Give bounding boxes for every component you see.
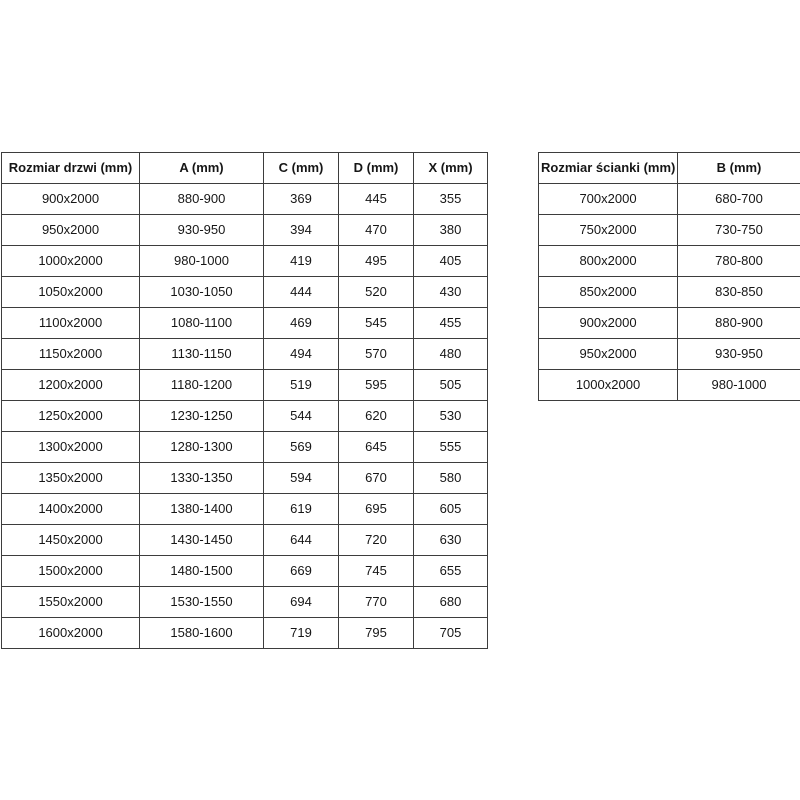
door-sizes-cell-r9-c2: 594 [264, 463, 339, 494]
door-sizes-cell-r4-c0: 1100x2000 [2, 308, 140, 339]
door-sizes-column-header-3: D (mm) [339, 153, 414, 184]
door-sizes-cell-r8-c4: 555 [414, 432, 488, 463]
table-row [2, 339, 488, 370]
door-sizes-cell-r11-c1: 1430-1450 [140, 525, 264, 556]
door-sizes-table [1, 152, 488, 649]
door-sizes-cell-r10-c3: 695 [339, 494, 414, 525]
table-row [539, 277, 800, 308]
door-sizes-cell-r14-c2: 719 [264, 618, 339, 649]
wall-sizes-cell-r6-c1: 980-1000 [678, 370, 800, 401]
table-row [539, 308, 800, 339]
door-sizes-column-header-0: Rozmiar drzwi (mm) [2, 153, 140, 184]
door-sizes-cell-r8-c3: 645 [339, 432, 414, 463]
door-sizes-cell-r0-c3: 445 [339, 184, 414, 215]
table-row [2, 587, 488, 618]
door-sizes-cell-r2-c0: 1000x2000 [2, 246, 140, 277]
wall-sizes-column-header-0: Rozmiar ścianki (mm) [539, 153, 678, 184]
door-sizes-column-header-4: X (mm) [414, 153, 488, 184]
table-row [2, 401, 488, 432]
table-row [539, 246, 800, 277]
wall-sizes-cell-r6-c0: 1000x2000 [539, 370, 678, 401]
door-sizes-cell-r4-c1: 1080-1100 [140, 308, 264, 339]
wall-sizes-table-body [539, 184, 800, 401]
door-sizes-cell-r6-c4: 505 [414, 370, 488, 401]
door-sizes-cell-r14-c0: 1600x2000 [2, 618, 140, 649]
wall-sizes-header-row [539, 153, 800, 184]
door-sizes-cell-r1-c3: 470 [339, 215, 414, 246]
door-sizes-cell-r4-c4: 455 [414, 308, 488, 339]
table-row [2, 308, 488, 339]
door-sizes-cell-r1-c2: 394 [264, 215, 339, 246]
door-sizes-cell-r3-c0: 1050x2000 [2, 277, 140, 308]
door-sizes-cell-r3-c1: 1030-1050 [140, 277, 264, 308]
wall-sizes-cell-r5-c0: 950x2000 [539, 339, 678, 370]
wall-sizes-cell-r0-c1: 680-700 [678, 184, 800, 215]
door-sizes-cell-r3-c4: 430 [414, 277, 488, 308]
door-sizes-cell-r9-c0: 1350x2000 [2, 463, 140, 494]
door-sizes-cell-r4-c3: 545 [339, 308, 414, 339]
door-sizes-cell-r11-c4: 630 [414, 525, 488, 556]
door-sizes-cell-r6-c1: 1180-1200 [140, 370, 264, 401]
door-sizes-cell-r10-c1: 1380-1400 [140, 494, 264, 525]
door-sizes-cell-r12-c0: 1500x2000 [2, 556, 140, 587]
door-sizes-cell-r6-c2: 519 [264, 370, 339, 401]
door-sizes-cell-r10-c4: 605 [414, 494, 488, 525]
door-sizes-cell-r14-c4: 705 [414, 618, 488, 649]
door-sizes-cell-r11-c2: 644 [264, 525, 339, 556]
door-sizes-cell-r4-c2: 469 [264, 308, 339, 339]
door-sizes-cell-r12-c1: 1480-1500 [140, 556, 264, 587]
door-sizes-column-header-1: A (mm) [140, 153, 264, 184]
door-sizes-cell-r5-c2: 494 [264, 339, 339, 370]
door-sizes-cell-r9-c1: 1330-1350 [140, 463, 264, 494]
door-sizes-cell-r2-c3: 495 [339, 246, 414, 277]
wall-sizes-table [538, 152, 800, 401]
table-row [2, 494, 488, 525]
table-row [2, 184, 488, 215]
door-sizes-table-body [2, 184, 488, 649]
door-sizes-cell-r10-c2: 619 [264, 494, 339, 525]
table-row [539, 215, 800, 246]
door-sizes-cell-r6-c0: 1200x2000 [2, 370, 140, 401]
wall-sizes-cell-r1-c0: 750x2000 [539, 215, 678, 246]
door-sizes-cell-r3-c3: 520 [339, 277, 414, 308]
door-sizes-cell-r3-c2: 444 [264, 277, 339, 308]
table-row [2, 618, 488, 649]
door-sizes-cell-r0-c0: 900x2000 [2, 184, 140, 215]
door-sizes-column-header-2: C (mm) [264, 153, 339, 184]
door-sizes-cell-r14-c3: 795 [339, 618, 414, 649]
door-sizes-cell-r0-c2: 369 [264, 184, 339, 215]
door-sizes-cell-r7-c2: 544 [264, 401, 339, 432]
door-sizes-cell-r1-c0: 950x2000 [2, 215, 140, 246]
wall-sizes-cell-r1-c1: 730-750 [678, 215, 800, 246]
door-sizes-cell-r5-c3: 570 [339, 339, 414, 370]
table-row [539, 339, 800, 370]
door-sizes-cell-r8-c1: 1280-1300 [140, 432, 264, 463]
table-row [2, 246, 488, 277]
door-sizes-cell-r6-c3: 595 [339, 370, 414, 401]
door-sizes-cell-r12-c3: 745 [339, 556, 414, 587]
door-sizes-cell-r0-c4: 355 [414, 184, 488, 215]
table-row [2, 463, 488, 494]
wall-sizes-cell-r3-c0: 850x2000 [539, 277, 678, 308]
door-sizes-cell-r11-c3: 720 [339, 525, 414, 556]
wall-sizes-cell-r4-c1: 880-900 [678, 308, 800, 339]
door-sizes-cell-r1-c4: 380 [414, 215, 488, 246]
door-sizes-cell-r13-c4: 680 [414, 587, 488, 618]
door-sizes-cell-r13-c2: 694 [264, 587, 339, 618]
door-sizes-cell-r5-c1: 1130-1150 [140, 339, 264, 370]
door-sizes-cell-r2-c2: 419 [264, 246, 339, 277]
wall-sizes-column-header-1: B (mm) [678, 153, 800, 184]
door-sizes-cell-r8-c2: 569 [264, 432, 339, 463]
wall-sizes-cell-r2-c0: 800x2000 [539, 246, 678, 277]
door-sizes-cell-r14-c1: 1580-1600 [140, 618, 264, 649]
door-sizes-cell-r13-c1: 1530-1550 [140, 587, 264, 618]
door-sizes-table-head [2, 153, 488, 184]
table-row [2, 215, 488, 246]
door-sizes-cell-r8-c0: 1300x2000 [2, 432, 140, 463]
wall-sizes-cell-r4-c0: 900x2000 [539, 308, 678, 339]
door-sizes-cell-r7-c3: 620 [339, 401, 414, 432]
door-sizes-cell-r12-c4: 655 [414, 556, 488, 587]
wall-sizes-cell-r0-c0: 700x2000 [539, 184, 678, 215]
door-sizes-cell-r5-c4: 480 [414, 339, 488, 370]
table-row [2, 556, 488, 587]
door-sizes-cell-r7-c4: 530 [414, 401, 488, 432]
wall-sizes-table-head [539, 153, 800, 184]
table-row [539, 370, 800, 401]
wall-sizes-cell-r2-c1: 780-800 [678, 246, 800, 277]
table-row [2, 370, 488, 401]
table-row [539, 184, 800, 215]
door-sizes-header-row [2, 153, 488, 184]
door-sizes-cell-r0-c1: 880-900 [140, 184, 264, 215]
door-sizes-cell-r1-c1: 930-950 [140, 215, 264, 246]
door-sizes-cell-r7-c1: 1230-1250 [140, 401, 264, 432]
door-sizes-cell-r2-c4: 405 [414, 246, 488, 277]
table-row [2, 525, 488, 556]
door-sizes-cell-r9-c4: 580 [414, 463, 488, 494]
door-sizes-cell-r10-c0: 1400x2000 [2, 494, 140, 525]
wall-sizes-cell-r5-c1: 930-950 [678, 339, 800, 370]
door-sizes-cell-r13-c3: 770 [339, 587, 414, 618]
door-sizes-cell-r7-c0: 1250x2000 [2, 401, 140, 432]
table-row [2, 432, 488, 463]
table-row [2, 277, 488, 308]
door-sizes-cell-r5-c0: 1150x2000 [2, 339, 140, 370]
door-sizes-cell-r13-c0: 1550x2000 [2, 587, 140, 618]
door-sizes-cell-r11-c0: 1450x2000 [2, 525, 140, 556]
door-sizes-cell-r9-c3: 670 [339, 463, 414, 494]
door-sizes-cell-r2-c1: 980-1000 [140, 246, 264, 277]
wall-sizes-cell-r3-c1: 830-850 [678, 277, 800, 308]
door-sizes-cell-r12-c2: 669 [264, 556, 339, 587]
